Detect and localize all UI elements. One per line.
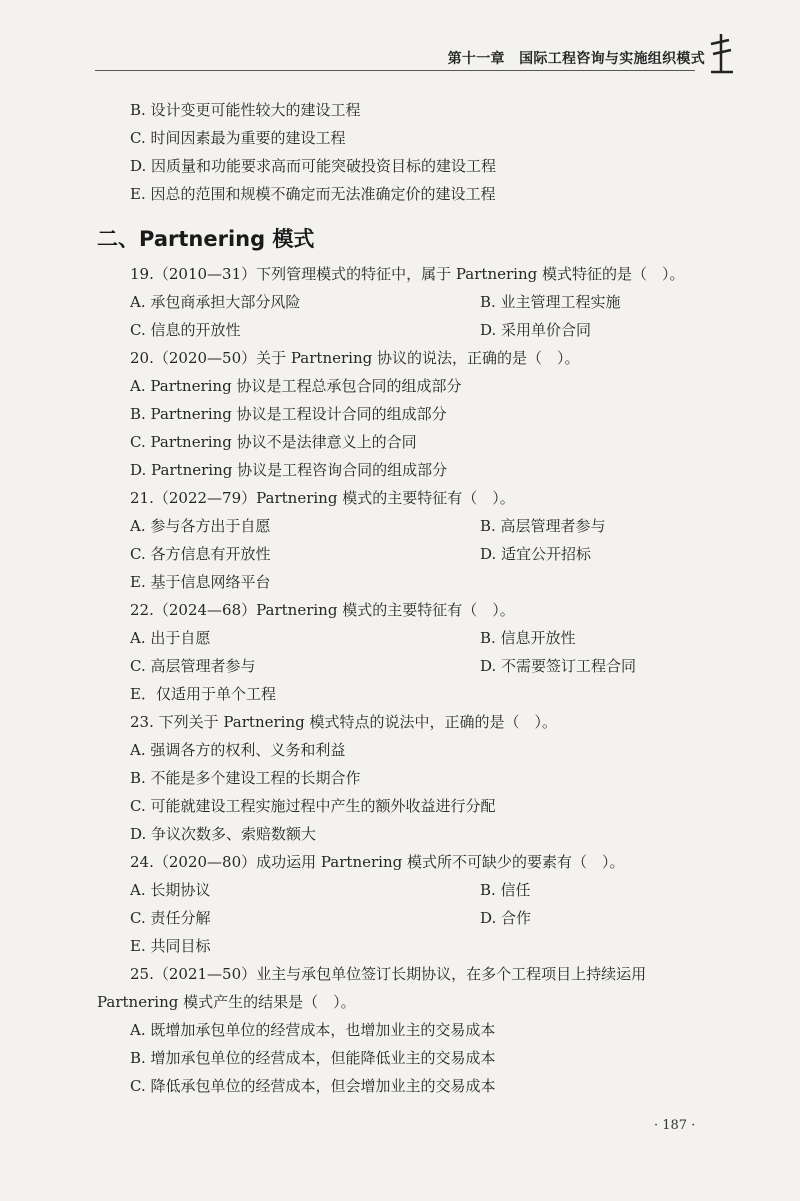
option-b: B. 信任 (480, 881, 531, 899)
option-b: B. 设计变更可能性较大的建设工程 (130, 101, 361, 119)
question-21-options-row2 (97, 540, 727, 568)
running-header (95, 44, 735, 76)
question-20-stem: 20.（2020—50）关于 Partnering 协议的说法，正确的是（ ）。 (130, 349, 580, 367)
option-d: D. Partnering 协议是工程咨询合同的组成部分 (130, 461, 448, 479)
option-e: E．仅适用于单个工程 (130, 685, 276, 703)
option-d: D. 采用单价合同 (480, 321, 592, 339)
option-c: C. 可能就建设工程实施过程中产生的额外收益进行分配 (130, 797, 496, 815)
question-21-options-row1 (97, 512, 727, 540)
option-d: D. 适宜公开招标 (480, 545, 592, 563)
option-c: C. Partnering 协议不是法律意义上的合同 (130, 433, 417, 451)
question-24-options-row2 (97, 904, 727, 932)
option-b: B. 高层管理者参与 (480, 517, 606, 535)
option-c: C. 信息的开放性 (130, 321, 241, 339)
header-rule (95, 70, 695, 71)
question-23-stem: 23. 下列关于 Partnering 模式特点的说法中，正确的是（ ）。 (130, 713, 557, 731)
option-a: A. 承包商承担大部分风险 (130, 293, 301, 311)
section-heading: 二、Partnering 模式 (97, 227, 315, 251)
option-d: D. 争议次数多、索赔数额大 (130, 825, 317, 843)
option-c: C. 责任分解 (130, 909, 211, 927)
chapter-title: 第十一章 国际工程咨询与实施组织模式 (447, 51, 705, 67)
option-b: B. 业主管理工程实施 (480, 293, 621, 311)
option-c: C. 各方信息有开放性 (130, 545, 271, 563)
option-d: D. 合作 (480, 909, 532, 927)
option-a: A. 既增加承包单位的经营成本，也增加业主的交易成本 (130, 1021, 496, 1039)
option-a: A. 长期协议 (130, 881, 211, 899)
option-e: E. 共同目标 (130, 937, 211, 955)
question-25-stem-line2: Partnering 模式产生的结果是（ ）。 (97, 993, 356, 1011)
question-19-options-row1 (97, 288, 727, 316)
option-e: E. 基于信息网络平台 (130, 573, 271, 591)
option-c: C. 高层管理者参与 (130, 657, 256, 675)
option-d: D. 不需要签订工程合同 (480, 657, 637, 675)
option-a: A. 参与各方出于自愿 (130, 517, 271, 535)
page-number: · 187 · (654, 1118, 696, 1133)
option-e: E. 因总的范围和规模不确定而无法准确定价的建设工程 (130, 185, 496, 203)
question-19-stem: 19.（2010—31）下列管理模式的特征中，属于 Partnering 模式特征的是（ ）。 (130, 265, 685, 283)
option-b: B. Partnering 协议是工程设计合同的组成部分 (130, 405, 447, 423)
option-c: C. 时间因素最为重要的建设工程 (130, 129, 346, 147)
option-a: A. Partnering 协议是工程总承包合同的组成部分 (130, 377, 462, 395)
option-b: B. 信息开放性 (480, 629, 576, 647)
page-content (97, 96, 727, 1100)
option-a: A. 出于自愿 (130, 629, 211, 647)
signpost-icon (707, 32, 735, 76)
option-c: C. 降低承包单位的经营成本，但会增加业主的交易成本 (130, 1077, 496, 1095)
option-d: D. 因质量和功能要求高而可能突破投资目标的建设工程 (130, 157, 497, 175)
option-b: B. 不能是多个建设工程的长期合作 (130, 769, 361, 787)
option-b: B. 增加承包单位的经营成本，但能降低业主的交易成本 (130, 1049, 496, 1067)
question-21-stem: 21.（2022—79）Partnering 模式的主要特征有（ ）。 (130, 489, 515, 507)
question-19-options-row2 (97, 316, 727, 344)
option-a: A. 强调各方的权利、义务和利益 (130, 741, 346, 759)
question-22-stem: 22.（2024—68）Partnering 模式的主要特征有（ ）。 (130, 601, 515, 619)
question-24-options-row1 (97, 876, 727, 904)
question-22-options-row2 (97, 652, 727, 680)
question-24-stem: 24.（2020—80）成功运用 Partnering 模式所不可缺少的要素有（ ）。 (130, 853, 625, 871)
question-22-options-row1 (97, 624, 727, 652)
question-25-stem-line1: 25.（2021—50）业主与承包单位签订长期协议，在多个工程项目上持续运用 (130, 965, 647, 983)
